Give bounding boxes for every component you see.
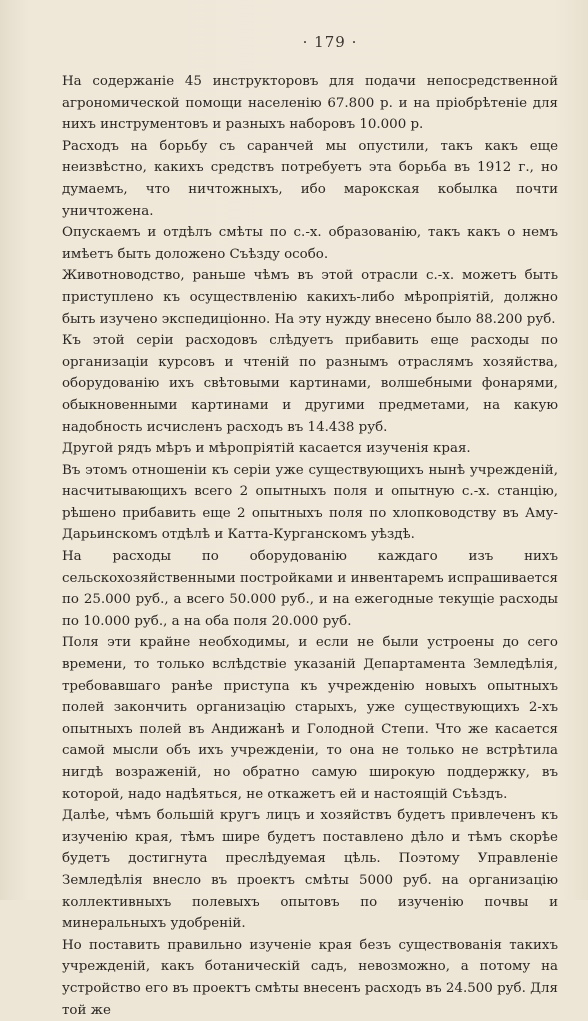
paragraph-study-region: Другой рядъ мѣръ и мѣропріятій касается изученія края. — [62, 441, 471, 457]
paragraph-botanical-garden: Но поставить правильно изученіе края безъ существованія такихъ учрежденій, какъ ботаническій садъ, невозможно, а потому на устройство его въ проектъ смѣты внесенъ расходъ въ 24.500 руб. Для той же — [62, 937, 558, 1018]
paragraph-instructors: На содержаніе 45 инструкторовъ для подачи непосредственной агрономической помощи населенію 67.800 р. и на пріобрѣтеніе для нихъ инструментовъ и разныхъ наборовъ 10.000 р. — [62, 74, 558, 133]
paragraph-livestock: Животноводство, раньше чѣмъ въ этой отрасли с.-х. можетъ быть приступлено къ осуществленію какихъ-либо мѣропріятій, должно быть изучено экспедиціонно. На эту нужду внесено было 88.200 руб. — [62, 268, 558, 327]
paragraph-education: Опускаемъ и отдѣлъ смѣты по с.-х. образованію, такъ какъ о немъ имѣетъ быть доложено Съѣзду особо. — [62, 225, 558, 262]
page-number: · 179 · — [302, 33, 358, 51]
paragraph-equipment-costs: На расходы по оборудованію каждаго изъ нихъ сельскохозяйственными постройками и инвентаремъ испрашивается по 25.000 руб., а всего 50.000 руб., и на ежегодные текущіе расходы по 10.000 руб., а на оба поля 20.000 руб. — [62, 549, 558, 629]
paragraph-necessity: Поля эти крайне необходимы, и если не были устроены до сего времени, то только вслѣдствіе указаній Департамента Земледѣлія, требовавшаго ранѣе приступа къ учрежденію новыхъ опытныхъ полей закончить организацію старыхъ, уже существующихъ 2-хъ опытныхъ полей въ Андижанѣ и Голодной Степи. Что же касается самой мысли объ ихъ учрежденіи, то она не только не встрѣтила нигдѣ возраженій, но обратно самую широкую поддержку, въ которой, надо надѣяться, не откажетъ ей и настоящій Съѣздъ. — [62, 635, 558, 802]
paragraph-locust: Расходъ на борьбу съ саранчей мы опустили, такъ какъ еще неизвѣстно, какихъ средствъ потребуетъ эта борьба въ 1912 г., но думаемъ, что ничтожныхъ, ибо марокская кобылка почти уничтожена. — [62, 138, 558, 219]
paragraph-courses: Къ этой серіи расходовъ слѣдуетъ прибавить еще расходы по организаціи курсовъ и чтеній по разнымъ отраслямъ хозяйства, оборудованію ихъ свѣтовыми картинами, волшебными фонарями, обыкновенными картинами и другими предметами, на какую надобность исчисленъ расходъ въ 14.438 руб. — [62, 333, 558, 435]
paragraph-collective-trials: Далѣе, чѣмъ большій кругъ лицъ и хозяйствъ будетъ привлеченъ къ изученію края, тѣмъ шире будетъ поставлено дѣло и тѣмъ скорѣе будетъ достигнута преслѣдуемая цѣль. Поэтому Управленіе Земледѣлія внесло въ проектъ смѣты 5000 руб. на организацію коллективныхъ полевыхъ опытовъ по изученію почвы и минеральныхъ удобреній. — [62, 808, 558, 932]
paragraph-experimental-fields: Въ этомъ отношеніи къ серіи уже существующихъ нынѣ учрежденій, насчитывающихъ всего 2 опытныхъ поля и опытную с.-х. станцію, рѣшено прибавить еще 2 опытныхъ поля по хлопководству въ Аму-Дарьинскомъ отдѣлѣ и Катта-Курганскомъ уѣздѣ. — [62, 462, 558, 543]
